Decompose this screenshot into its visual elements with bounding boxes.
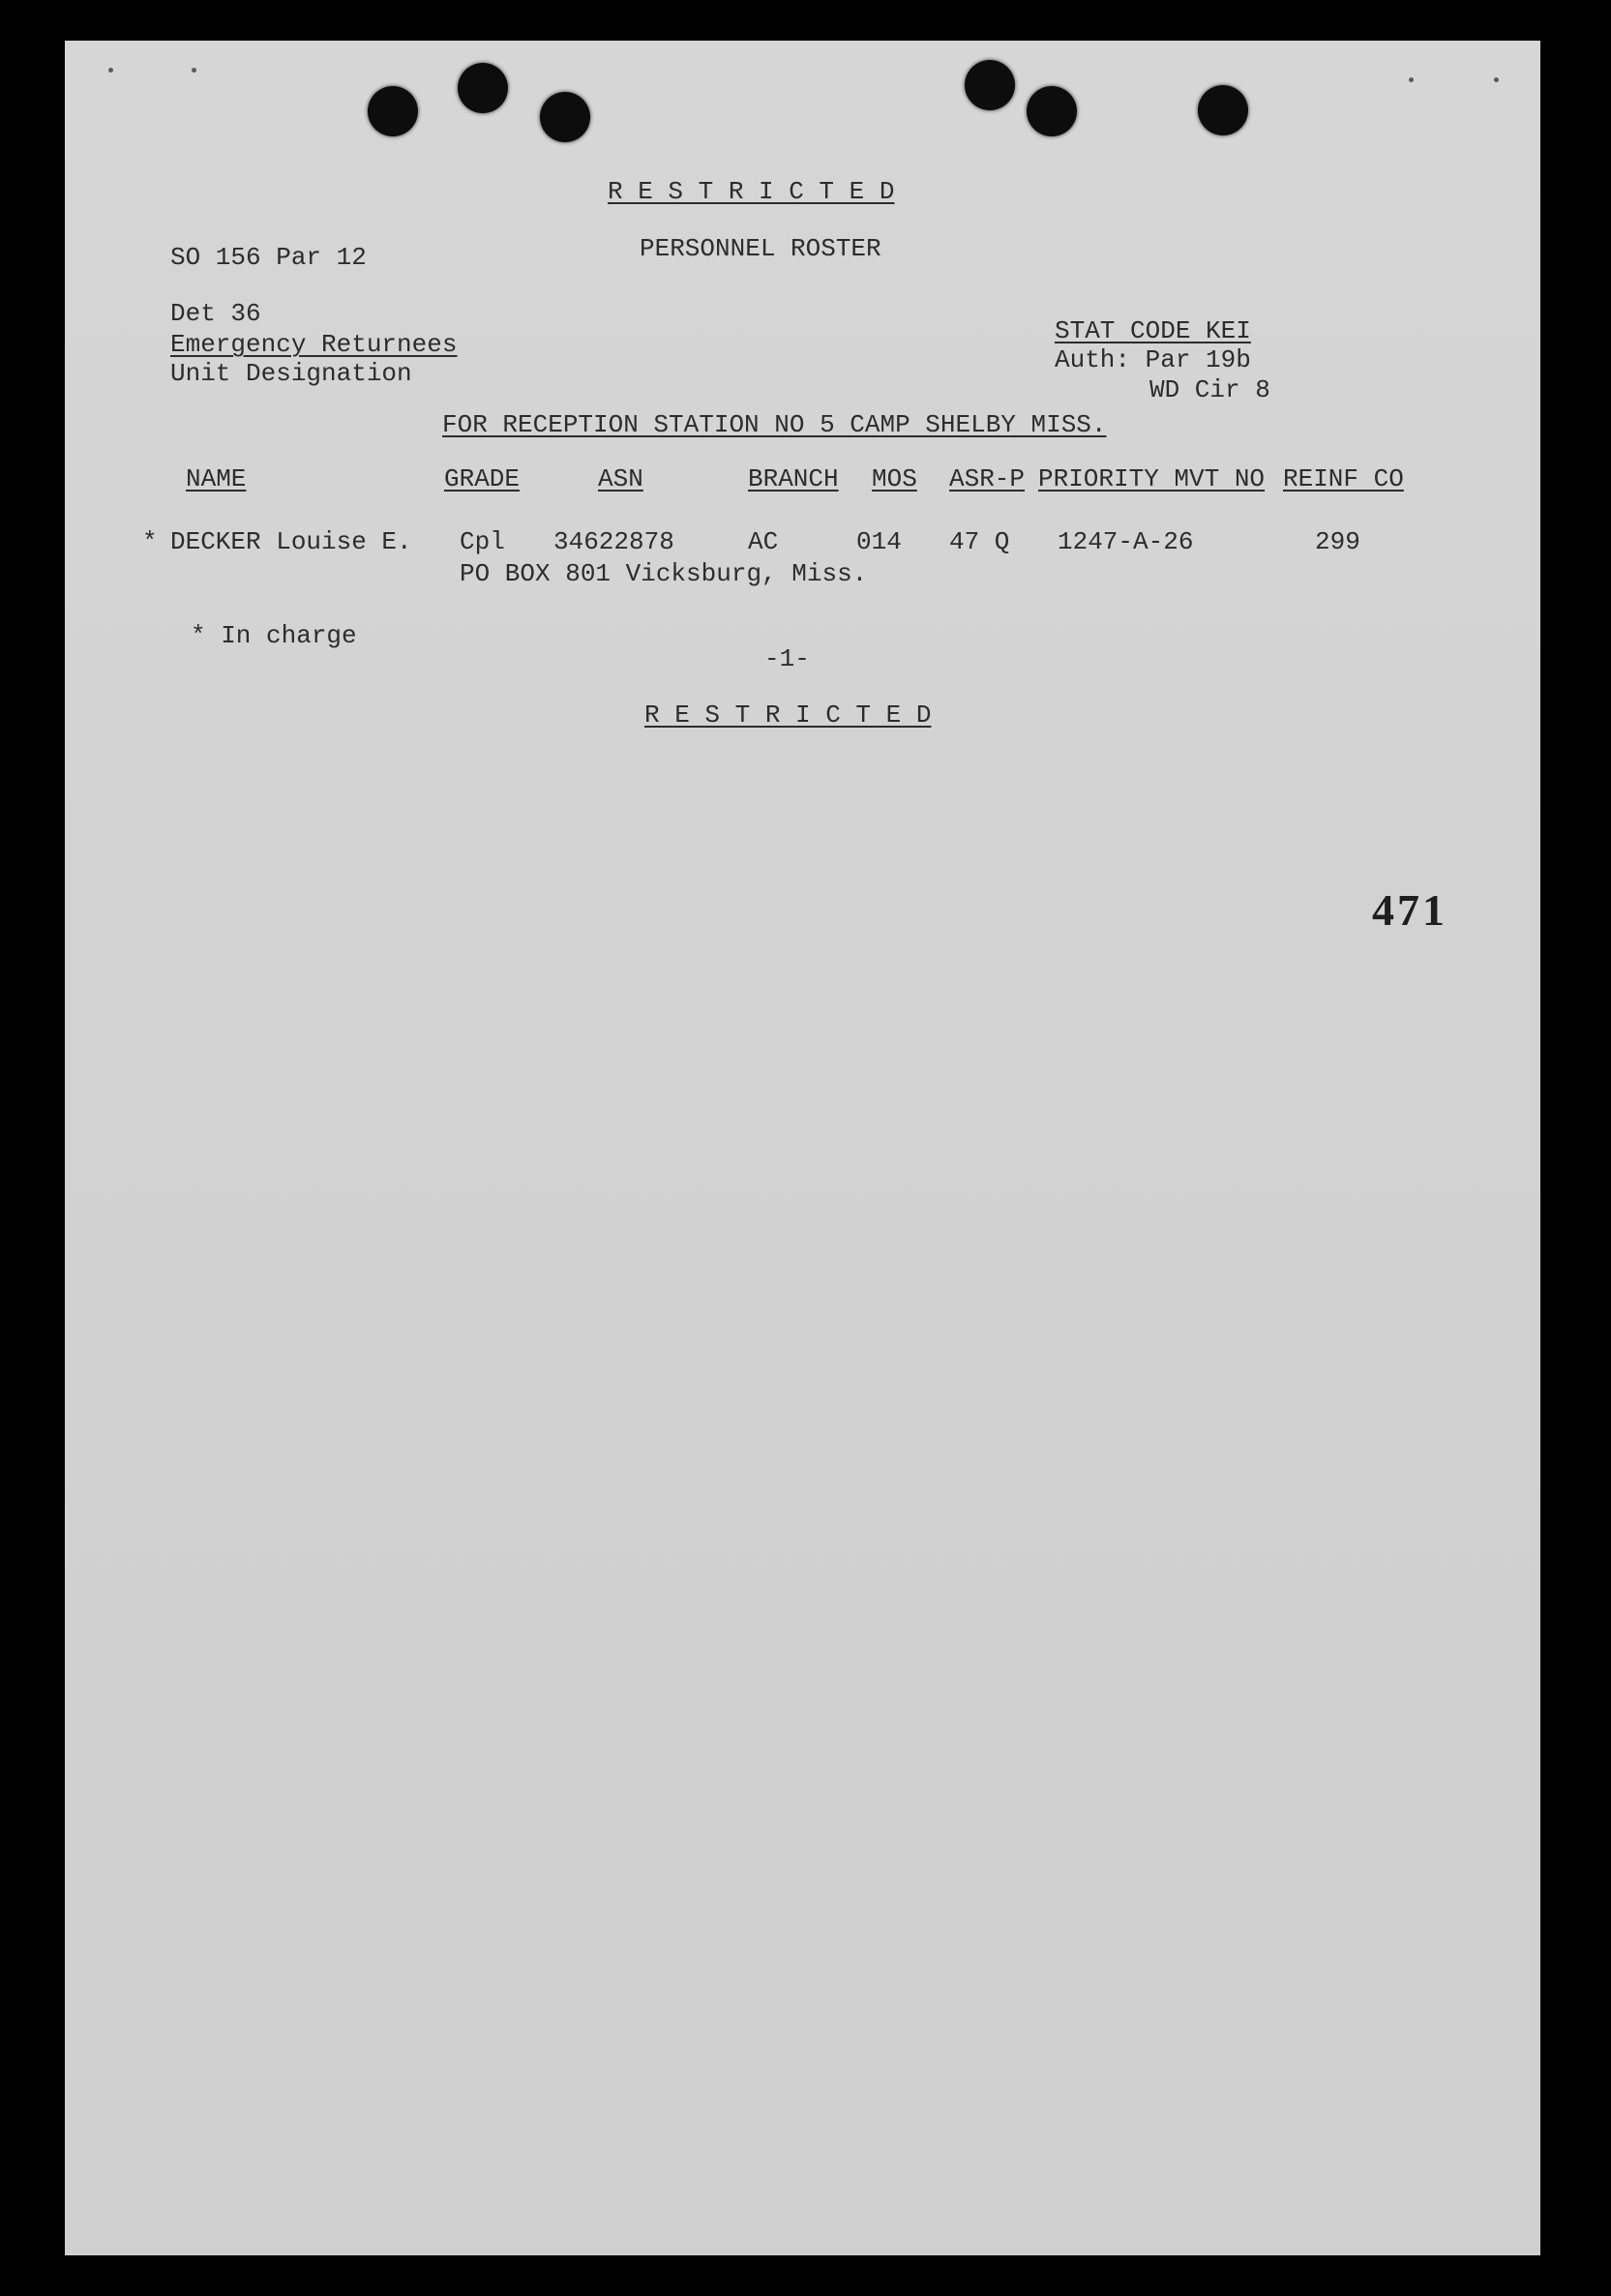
punch-hole (458, 63, 508, 113)
column-header-branch: BRANCH (748, 464, 839, 493)
scan-speck (1494, 77, 1499, 82)
column-header-reinf-co: REINF CO (1283, 464, 1404, 493)
punch-hole (965, 60, 1015, 110)
punch-hole (1198, 85, 1248, 135)
classification-top: R E S T R I C T E D (608, 177, 895, 206)
authority: Auth: Par 19b (1055, 345, 1251, 374)
column-header-asn: ASN (598, 464, 643, 493)
stat-code: STAT CODE KEI (1055, 316, 1251, 345)
punch-hole (1027, 86, 1077, 136)
cell-mos: 014 (856, 527, 902, 556)
cell-asn: 34622878 (553, 527, 674, 556)
in-charge-marker: * (142, 527, 158, 556)
document-title: PERSONNEL ROSTER (640, 234, 881, 263)
table-row (65, 527, 1540, 556)
scan-speck (192, 68, 196, 73)
cell-address: PO BOX 801 Vicksburg, Miss. (460, 559, 868, 588)
cell-asr-p: 47 Q (949, 527, 1010, 556)
unit-designation-label: Unit Designation (170, 359, 412, 388)
detachment: Det 36 (170, 299, 261, 328)
document-page (65, 41, 1540, 2255)
cell-reinf-co: 299 (1315, 527, 1360, 556)
column-header-mos: MOS (872, 464, 917, 493)
punch-hole (368, 86, 418, 136)
column-headers (65, 464, 1540, 493)
cell-name: DECKER Louise E. (170, 527, 412, 556)
page-number: -1- (764, 644, 810, 673)
cell-mvt-no: 1247-A-26 (1058, 527, 1194, 556)
column-header-name: NAME (186, 464, 247, 493)
stamp-number: 471 (1372, 885, 1447, 935)
order-reference: SO 156 Par 12 (170, 243, 367, 272)
scan-speck (108, 68, 113, 73)
column-header-priority-mvt-no: PRIORITY MVT NO (1038, 464, 1266, 493)
column-header-grade: GRADE (444, 464, 521, 493)
footnote: * In charge (191, 621, 357, 650)
punch-hole (540, 92, 590, 142)
unit-name: Emergency Returnees (170, 330, 458, 359)
wd-circular: WD Cir 8 (1149, 375, 1270, 404)
scan-speck (1409, 77, 1414, 82)
destination: FOR RECEPTION STATION NO 5 CAMP SHELBY MISS. (442, 410, 1107, 439)
classification-bottom: R E S T R I C T E D (644, 701, 932, 730)
cell-grade: Cpl (460, 527, 505, 556)
column-header-asr-p: ASR-P (949, 464, 1026, 493)
cell-branch: AC (748, 527, 779, 556)
